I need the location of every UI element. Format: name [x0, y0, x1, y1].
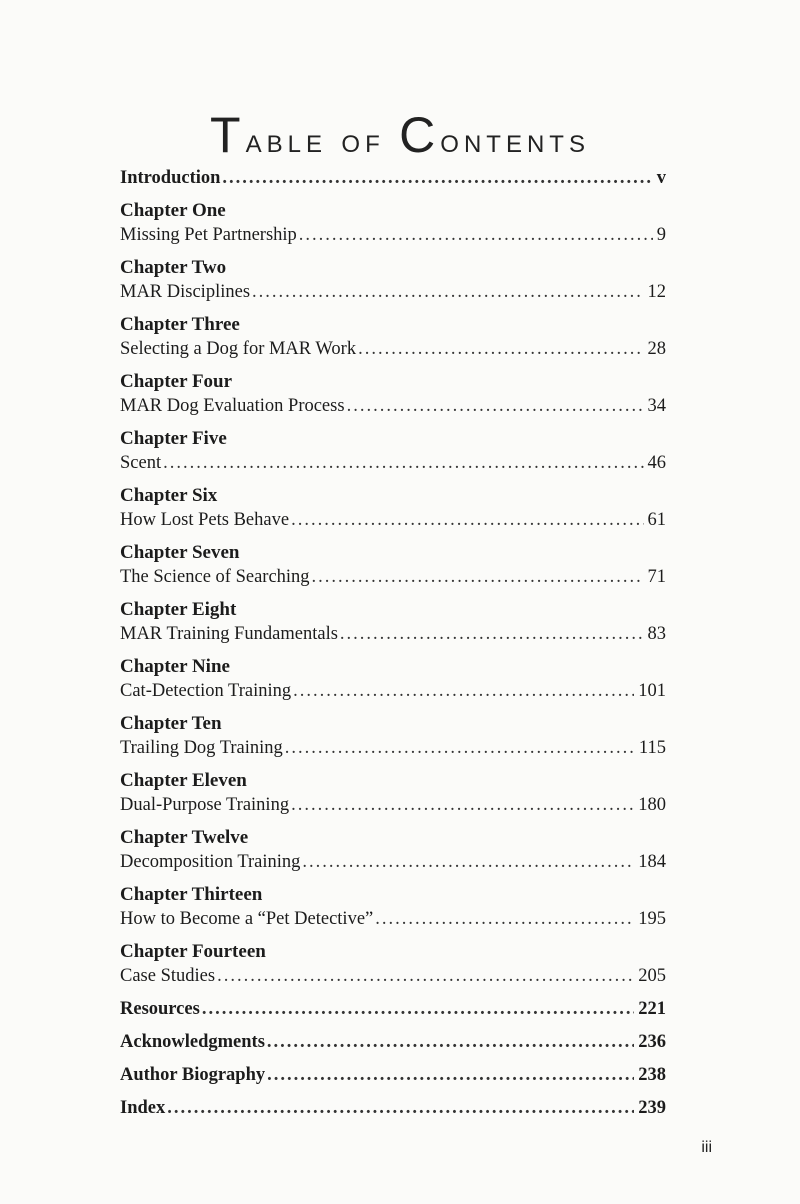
entry-title: Resources: [120, 999, 200, 1019]
toc-entry: [120, 598, 666, 646]
toc-row: [120, 850, 666, 874]
toc-row: [120, 907, 666, 931]
entry-title: Selecting a Dog for MAR Work: [120, 339, 357, 359]
entry-title: Decomposition Training: [120, 852, 301, 872]
title-initial-c: C: [399, 107, 441, 163]
toc-entry: [120, 370, 666, 418]
toc-row: [120, 679, 666, 703]
entry-page-number: 28: [647, 339, 666, 359]
toc-row: [120, 166, 666, 190]
entry-title: How to Become a “Pet Detective”: [120, 909, 374, 929]
toc-entry: [120, 1063, 666, 1087]
toc-row: [120, 622, 666, 646]
toc-row: [120, 508, 666, 532]
toc-entry: [120, 256, 666, 304]
dot-leader: [358, 337, 643, 361]
toc-row: [120, 1063, 666, 1087]
toc-entry: [120, 997, 666, 1021]
chapter-label: Chapter Four: [120, 371, 233, 392]
dot-leader: [299, 223, 653, 247]
toc-row: [120, 337, 666, 361]
entry-page-number: 46: [647, 453, 666, 473]
chapter-label: Chapter One: [120, 200, 226, 221]
entry-title: MAR Training Fundamentals: [120, 624, 338, 644]
toc-entry: [120, 883, 666, 931]
title-rest-2: ontents: [440, 122, 590, 160]
toc-row: [120, 565, 666, 589]
dot-leader: [252, 280, 643, 304]
entry-title: Index: [120, 1098, 166, 1118]
chapter-label: Chapter Six: [120, 485, 218, 506]
toc-row: [120, 736, 666, 760]
chapter-label: Chapter Two: [120, 257, 227, 278]
dot-leader: [167, 1096, 634, 1120]
chapter-label: Chapter Eight: [120, 599, 237, 620]
chapter-label: Chapter Nine: [120, 656, 230, 677]
entry-title: Missing Pet Partnership: [120, 225, 297, 245]
toc-row: [120, 1096, 666, 1120]
entry-title: Case Studies: [120, 966, 216, 986]
chapter-label: Chapter Eleven: [120, 770, 247, 791]
toc-row: [120, 997, 666, 1021]
dot-leader: [312, 565, 644, 589]
entry-page-number: 184: [638, 852, 666, 872]
entry-page-number: 71: [647, 567, 666, 587]
toc-entry: [120, 313, 666, 361]
entry-page-number: 236: [638, 1032, 666, 1052]
dot-leader: [375, 907, 634, 931]
dot-leader: [340, 622, 644, 646]
dot-leader: [217, 964, 634, 988]
entry-page-number: 61: [647, 510, 666, 530]
entry-page-number: 115: [638, 738, 666, 758]
entry-title: Dual-Purpose Training: [120, 795, 290, 815]
title-rest-1: able of: [245, 122, 400, 160]
entry-page-number: 83: [647, 624, 666, 644]
entry-title: MAR Disciplines: [120, 282, 251, 302]
entry-title: Cat-Detection Training: [120, 681, 292, 701]
dot-leader: [285, 736, 635, 760]
dot-leader: [202, 997, 634, 1021]
toc-row: [120, 1030, 666, 1054]
toc-entry: [120, 199, 666, 247]
toc-entry: [120, 166, 666, 190]
toc-entry: [120, 484, 666, 532]
entry-title: The Science of Searching: [120, 567, 310, 587]
toc-entry: [120, 1096, 666, 1120]
toc-row: [120, 964, 666, 988]
entry-page-number: 180: [638, 795, 666, 815]
dot-leader: [302, 850, 634, 874]
entry-title: Introduction: [120, 168, 221, 188]
entry-title: MAR Dog Evaluation Process: [120, 396, 345, 416]
chapter-label: Chapter Five: [120, 428, 227, 449]
toc-entry: [120, 427, 666, 475]
toc-row: [120, 793, 666, 817]
dot-leader: [291, 508, 643, 532]
entry-page-number: v: [656, 168, 666, 188]
chapter-label: Chapter Fourteen: [120, 941, 266, 962]
entry-title: Trailing Dog Training: [120, 738, 283, 758]
entry-page-number: 9: [656, 225, 666, 245]
toc-entry: [120, 769, 666, 817]
toc-row: [120, 280, 666, 304]
title-initial-t: T: [210, 107, 246, 163]
toc-entry: [120, 712, 666, 760]
toc-row: [120, 223, 666, 247]
dot-leader: [347, 394, 644, 418]
entry-page-number: 34: [647, 396, 666, 416]
dot-leader: [222, 166, 652, 190]
page-title: [0, 108, 800, 168]
entry-page-number: 101: [638, 681, 666, 701]
entry-title: How Lost Pets Behave: [120, 510, 290, 530]
dot-leader: [163, 451, 643, 475]
toc-entry: [120, 655, 666, 703]
toc-entry: [120, 1030, 666, 1054]
entry-title: Acknowledgments: [120, 1032, 265, 1052]
table-of-contents: [120, 166, 666, 1129]
entry-title: Author Biography: [120, 1065, 266, 1085]
page-number: iii: [701, 1139, 712, 1156]
entry-page-number: 12: [647, 282, 666, 302]
dot-leader: [291, 793, 634, 817]
entry-page-number: 221: [638, 999, 666, 1019]
entry-page-number: 195: [638, 909, 666, 929]
chapter-label: Chapter Twelve: [120, 827, 249, 848]
entry-page-number: 205: [638, 966, 666, 986]
toc-row: [120, 451, 666, 475]
dot-leader: [293, 679, 634, 703]
entry-page-number: 239: [638, 1098, 666, 1118]
chapter-label: Chapter Ten: [120, 713, 222, 734]
toc-row: [120, 394, 666, 418]
toc-entry: [120, 826, 666, 874]
toc-entry: [120, 541, 666, 589]
entry-page-number: 238: [638, 1065, 666, 1085]
dot-leader: [267, 1030, 634, 1054]
chapter-label: Chapter Three: [120, 314, 240, 335]
chapter-label: Chapter Thirteen: [120, 884, 263, 905]
chapter-label: Chapter Seven: [120, 542, 240, 563]
dot-leader: [267, 1063, 634, 1087]
toc-entry: [120, 940, 666, 988]
entry-title: Scent: [120, 453, 162, 473]
